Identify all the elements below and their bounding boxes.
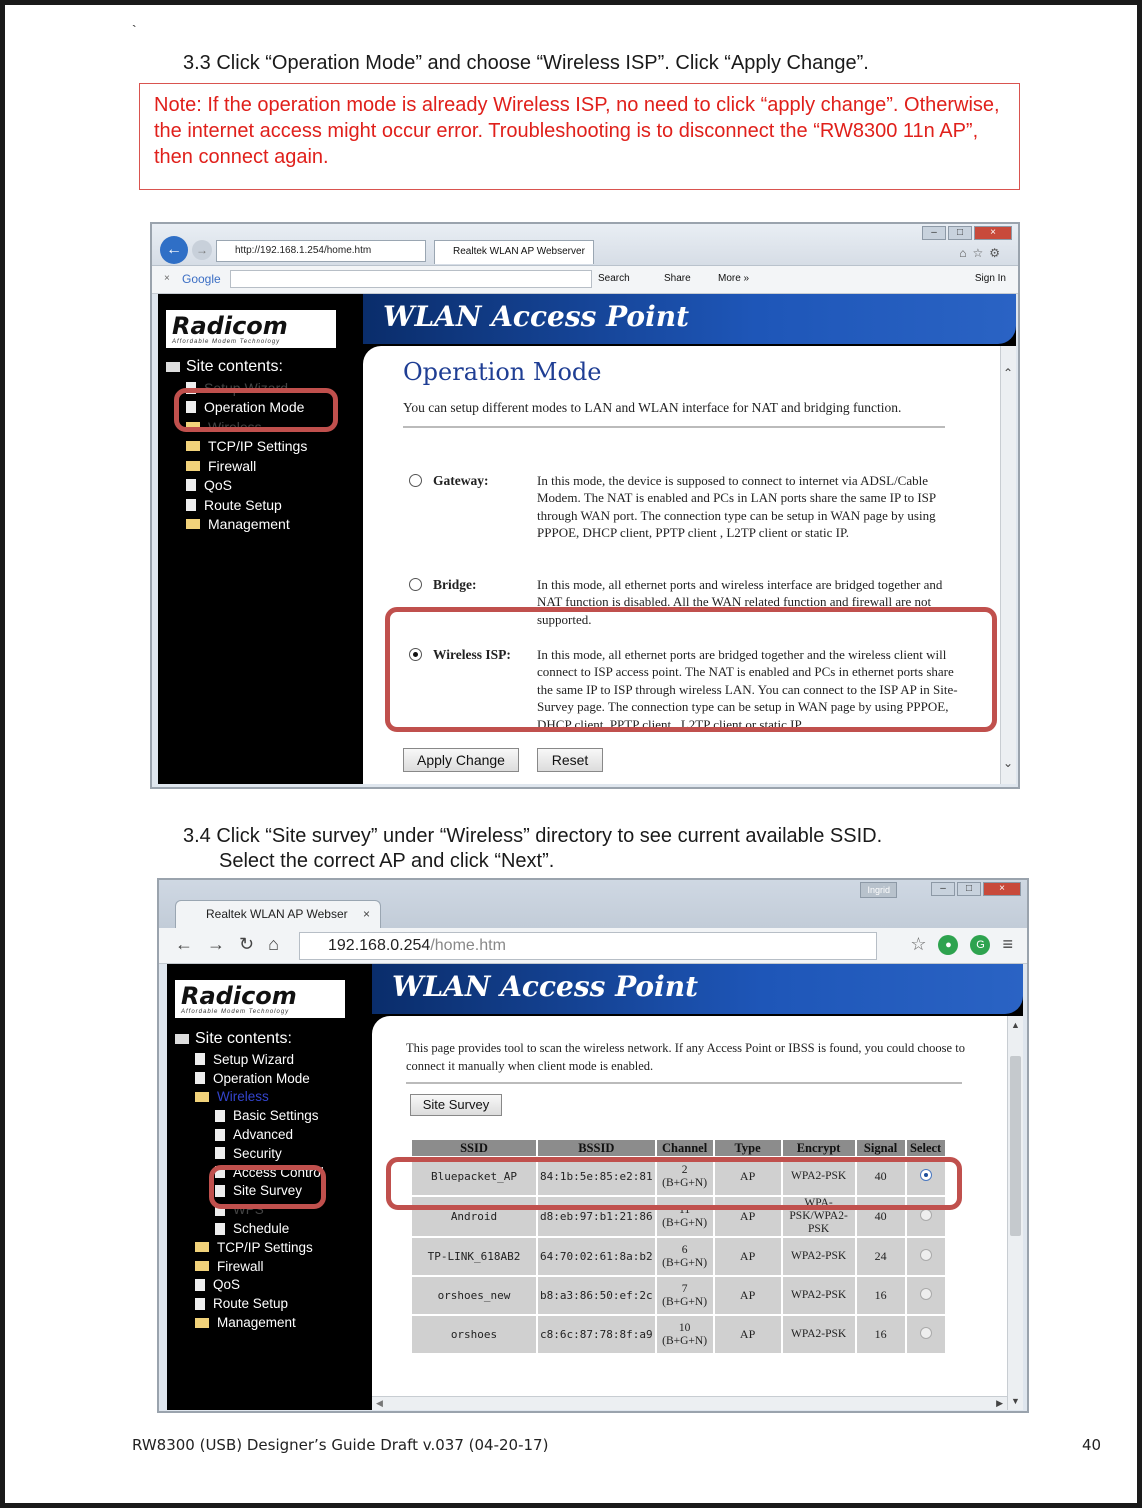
nav-buttons-icon[interactable]: ←→↻⌂ bbox=[175, 934, 293, 954]
type-cell: AP bbox=[714, 1315, 782, 1354]
tree-label: Basic Settings bbox=[233, 1108, 319, 1124]
tree-label: QoS bbox=[204, 477, 233, 494]
note-box bbox=[139, 83, 1020, 190]
tree-item-wireless[interactable] bbox=[166, 417, 307, 437]
step-3-3-instruction: 3.3 Click “Operation Mode” and choose “Wireless ISP”. Click “Apply Change”. bbox=[183, 52, 869, 74]
gateway-radio[interactable] bbox=[409, 474, 422, 487]
encrypt-cell: WPA2-PSK bbox=[782, 1157, 856, 1196]
radicom-logo bbox=[175, 980, 345, 1018]
operation-mode-panel bbox=[363, 346, 1016, 784]
sidebar bbox=[167, 964, 372, 1410]
folder-icon bbox=[195, 1242, 209, 1252]
back-arrow-icon[interactable]: ← bbox=[160, 236, 188, 264]
select-cell[interactable] bbox=[906, 1196, 946, 1237]
tree-label: Access Control bbox=[233, 1164, 324, 1180]
site-survey-button[interactable]: Site Survey bbox=[410, 1094, 502, 1116]
bssid-cell: b8:a3:86:50:ef:2c bbox=[537, 1276, 656, 1315]
logo-text: Radicom bbox=[181, 982, 297, 1010]
col-encrypt: Encrypt bbox=[782, 1139, 856, 1157]
select-radio[interactable] bbox=[920, 1169, 932, 1181]
channel-number: 7 bbox=[681, 1282, 688, 1295]
channel-cell bbox=[656, 1315, 714, 1354]
tree-item-route-setup[interactable] bbox=[166, 495, 307, 515]
select-radio[interactable] bbox=[920, 1249, 932, 1261]
table-header-row bbox=[411, 1139, 946, 1157]
document-icon bbox=[215, 1147, 225, 1159]
type-cell: AP bbox=[714, 1276, 782, 1315]
tab-title: Realtek WLAN AP Webser bbox=[206, 907, 348, 921]
site-survey-panel bbox=[372, 1016, 1023, 1410]
router-web-page bbox=[158, 294, 1016, 784]
folder-icon bbox=[195, 1261, 209, 1271]
ssid-cell: Android bbox=[411, 1196, 537, 1237]
channel-cell bbox=[656, 1196, 714, 1237]
document-icon bbox=[215, 1223, 225, 1235]
channel-cell bbox=[656, 1157, 714, 1196]
table-row[interactable] bbox=[411, 1237, 946, 1276]
site-survey-table bbox=[410, 1138, 947, 1355]
tree-label: QoS bbox=[213, 1277, 241, 1293]
col-bssid: BSSID bbox=[537, 1139, 656, 1157]
select-cell[interactable] bbox=[906, 1237, 946, 1276]
scroll-thumb[interactable] bbox=[1010, 1056, 1021, 1236]
window-controls bbox=[931, 882, 1021, 896]
forward-arrow-icon[interactable]: → bbox=[192, 240, 212, 260]
bridge-label: Bridge: bbox=[433, 577, 477, 592]
folder-icon bbox=[186, 519, 200, 529]
document-icon bbox=[215, 1110, 225, 1122]
tree-item-advanced[interactable] bbox=[175, 1125, 324, 1144]
scroll-left-icon[interactable]: ◀ bbox=[376, 1398, 383, 1408]
tree-item-security[interactable] bbox=[175, 1144, 324, 1163]
col-select: Select bbox=[906, 1139, 946, 1157]
tab-close-icon[interactable]: × bbox=[362, 907, 370, 921]
select-cell[interactable] bbox=[906, 1315, 946, 1354]
tree-root-icon bbox=[175, 1034, 189, 1044]
col-type: Type bbox=[714, 1139, 782, 1157]
browser-tab[interactable] bbox=[175, 900, 381, 928]
footer-page-number: 40 bbox=[1082, 1436, 1102, 1454]
sign-in-link[interactable]: Sign In bbox=[974, 273, 1006, 284]
type-cell: AP bbox=[714, 1196, 782, 1237]
divider bbox=[406, 1082, 962, 1084]
close-icon[interactable]: × bbox=[983, 882, 1021, 896]
document-icon bbox=[186, 479, 196, 491]
browser-tab[interactable]: Realtek WLAN AP Webserver bbox=[434, 240, 594, 264]
radicom-logo bbox=[166, 310, 336, 348]
google-toolbar bbox=[152, 266, 1018, 294]
url-path: /home.htm bbox=[430, 937, 506, 954]
close-toolbar-icon[interactable]: × bbox=[164, 273, 170, 284]
encrypt-cell: WPA2-PSK bbox=[782, 1276, 856, 1315]
select-radio[interactable] bbox=[920, 1327, 932, 1339]
banner-title: WLAN Access Point bbox=[392, 970, 699, 1003]
tree-label: TCP/IP Settings bbox=[208, 438, 308, 455]
address-bar[interactable]: http://192.168.1.254/home.htm bbox=[216, 240, 426, 262]
browser-toolbar bbox=[152, 224, 1018, 266]
bssid-cell: c8:6c:87:78:8f:a9 bbox=[537, 1315, 656, 1354]
logo-text: Radicom bbox=[172, 312, 288, 340]
signal-cell: 40 bbox=[856, 1196, 906, 1237]
channel-mode: (B+G+N) bbox=[662, 1216, 708, 1229]
signal-cell: 24 bbox=[856, 1237, 906, 1276]
tree-item-management[interactable] bbox=[166, 515, 307, 535]
select-radio[interactable] bbox=[920, 1288, 932, 1300]
bssid-cell: d8:eb:97:b1:21:86 bbox=[537, 1196, 656, 1237]
tree-item-schedule[interactable] bbox=[175, 1219, 324, 1238]
col-signal: Signal bbox=[856, 1139, 906, 1157]
table-row[interactable] bbox=[411, 1315, 946, 1354]
signal-cell: 40 bbox=[856, 1157, 906, 1196]
folder-open-icon bbox=[195, 1092, 209, 1102]
home-star-gear-icons[interactable]: ⌂☆⚙ bbox=[959, 246, 1006, 260]
wireless-isp-label: Wireless ISP: bbox=[433, 647, 511, 662]
tree-item-setup-wizard[interactable] bbox=[166, 378, 307, 398]
bridge-description: In this mode, all ethernet ports and wireless interface are bridged together and NAT function is disabled. All the WAN related function and firewall are not supported. bbox=[537, 577, 943, 627]
gateway-description: In this mode, the device is supposed to connect to internet via ADSL/Cable Modem. The NAT is enabled and PCs in LAN ports share the same IP to ISP through WAN port. The connection type can be setup in WAN page by using PPPOE, DHCP client, PPTP client , L2TP client or static IP. bbox=[537, 473, 936, 541]
scroll-up-icon[interactable]: ⌃ bbox=[1003, 366, 1014, 380]
table-row[interactable] bbox=[411, 1196, 946, 1237]
more-button[interactable]: More » bbox=[718, 273, 750, 284]
tree-label: WPS bbox=[233, 1202, 264, 1218]
channel-cell bbox=[656, 1237, 714, 1276]
folder-icon bbox=[186, 422, 200, 432]
tree-label: Wireless bbox=[208, 418, 262, 435]
profile-badge[interactable]: Ingrid bbox=[860, 882, 897, 898]
page-title: Operation Mode bbox=[403, 358, 602, 386]
channel-mode: (B+G+N) bbox=[662, 1295, 708, 1308]
select-cell[interactable] bbox=[906, 1276, 946, 1315]
google-search-input[interactable] bbox=[230, 270, 592, 288]
folder-icon bbox=[186, 461, 200, 471]
channel-mode: (B+G+N) bbox=[662, 1334, 708, 1347]
minimize-icon[interactable]: – bbox=[931, 882, 955, 896]
tree-item-wireless[interactable] bbox=[175, 1088, 324, 1107]
site-contents-header bbox=[175, 1030, 324, 1048]
sidebar bbox=[158, 294, 363, 784]
tree-label: Operation Mode bbox=[204, 399, 305, 416]
maximize-icon[interactable]: □ bbox=[948, 226, 972, 240]
signal-cell: 16 bbox=[856, 1315, 906, 1354]
select-radio[interactable] bbox=[920, 1209, 932, 1221]
channel-cell bbox=[656, 1276, 714, 1315]
bssid-cell: 64:70:02:61:8a:b2 bbox=[537, 1237, 656, 1276]
document-icon bbox=[186, 401, 196, 413]
document-icon bbox=[195, 1279, 205, 1291]
logo-tagline: Affordable Modem Technology bbox=[172, 339, 281, 345]
tree-label: TCP/IP Settings bbox=[217, 1239, 313, 1255]
document-icon bbox=[186, 499, 196, 511]
extension-g-icon[interactable]: G bbox=[970, 935, 990, 955]
site-tree bbox=[166, 358, 307, 534]
tree-item-route-setup[interactable] bbox=[175, 1294, 324, 1313]
table-body bbox=[411, 1157, 946, 1354]
document-icon bbox=[195, 1072, 205, 1084]
tree-label: Operation Mode bbox=[213, 1070, 310, 1086]
banner-title: WLAN Access Point bbox=[383, 300, 690, 333]
divider bbox=[403, 426, 945, 428]
address-bar[interactable] bbox=[299, 932, 877, 960]
router-web-page bbox=[167, 964, 1023, 1410]
tree-label: Site Survey bbox=[233, 1183, 303, 1199]
screenshot-site-survey bbox=[157, 878, 1029, 1413]
tree-label: Schedule bbox=[233, 1221, 290, 1237]
tree-item-basic-settings[interactable] bbox=[175, 1106, 324, 1125]
folder-icon bbox=[186, 441, 200, 451]
minimize-icon[interactable]: – bbox=[922, 226, 946, 240]
apply-change-button[interactable]: Apply Change bbox=[403, 748, 519, 772]
signal-cell: 16 bbox=[856, 1276, 906, 1315]
encrypt-cell: WPA2-PSK bbox=[782, 1315, 856, 1354]
document-icon bbox=[215, 1166, 225, 1178]
tree-item-qos[interactable] bbox=[166, 476, 307, 496]
tree-item-operation-mode[interactable] bbox=[175, 1069, 324, 1088]
page-description: This page provides tool to scan the wireless network. If any Access Point or IBSS is found, you could choose to connect it manually when client mode is enabled. bbox=[406, 1041, 965, 1073]
tree-item-tcpip[interactable] bbox=[175, 1238, 324, 1257]
extension-icon[interactable]: ● bbox=[938, 935, 958, 955]
ssid-cell: TP-LINK_618AB2 bbox=[411, 1237, 537, 1276]
gateway-label: Gateway: bbox=[433, 473, 489, 488]
tree-label: Firewall bbox=[217, 1258, 264, 1274]
tree-item-operation-mode[interactable] bbox=[166, 398, 307, 418]
tree-label: Security bbox=[233, 1145, 282, 1161]
horizontal-scrollbar[interactable] bbox=[372, 1396, 1007, 1410]
step-3-4-line1: 3.4 Click “Site survey” under “Wireless” directory to see current available SSID. bbox=[183, 825, 883, 847]
google-logo: Google bbox=[182, 272, 221, 286]
stray-mark: ` bbox=[132, 22, 137, 38]
folder-icon bbox=[195, 1318, 209, 1328]
tree-label: Route Setup bbox=[213, 1296, 289, 1312]
tree-label: Setup Wizard bbox=[204, 379, 289, 396]
site-contents-header bbox=[166, 358, 307, 376]
bookmark-star-icon[interactable]: ☆ bbox=[910, 934, 927, 954]
select-cell[interactable] bbox=[906, 1157, 946, 1196]
wireless-isp-radio[interactable] bbox=[409, 648, 422, 661]
tree-label: Advanced bbox=[233, 1127, 294, 1143]
tree-item-firewall[interactable] bbox=[166, 456, 307, 476]
vertical-scrollbar[interactable] bbox=[1007, 1016, 1023, 1410]
encrypt-cell: WPA2-PSK bbox=[782, 1237, 856, 1276]
document-icon bbox=[215, 1129, 225, 1141]
tree-item-site-survey[interactable] bbox=[175, 1182, 324, 1201]
channel-number: 10 bbox=[678, 1321, 691, 1334]
note-text: Note: If the operation mode is already Wireless ISP, no need to click “apply change”. Otherwise, the internet access might occur error. Troubleshooting is to disconnect the “RW8300 11n AP”, then connect again. bbox=[154, 94, 1000, 168]
document-icon bbox=[215, 1185, 225, 1197]
channel-number: 11 bbox=[679, 1203, 691, 1216]
site-contents-label: Site contents: bbox=[195, 1030, 292, 1047]
ssid-cell: Bluepacket_AP bbox=[411, 1157, 537, 1196]
wireless-isp-description: In this mode, all ethernet ports are bridged together and the wireless client will connect to ISP access point. The NAT is enabled and PCs in ethernet ports share the same IP to ISP through wireless LAN. You can connect to the ISP AP in Site-Survey page. The connection type can be setup in WAN page by using PPPOE, DHCP client, PPTP client , L2TP client or static IP. bbox=[537, 647, 958, 732]
scroll-up-icon[interactable]: ▲ bbox=[1011, 1020, 1020, 1030]
footer-doc-title: RW8300 (USB) Designer’s Guide Draft v.037 (04-20-17) bbox=[132, 1436, 549, 1454]
logo-tagline: Affordable Modem Technology bbox=[181, 1009, 290, 1015]
document-icon bbox=[195, 1298, 205, 1310]
ssid-cell: orshoes_new bbox=[411, 1276, 537, 1315]
channel-number: 6 bbox=[681, 1243, 688, 1256]
tree-label: Management bbox=[208, 516, 290, 533]
document-icon bbox=[215, 1204, 225, 1216]
header-banner bbox=[372, 964, 1023, 1014]
window-controls bbox=[922, 226, 1012, 240]
tree-label: Firewall bbox=[208, 457, 257, 474]
site-tree bbox=[175, 1030, 324, 1332]
document-icon bbox=[186, 382, 196, 394]
share-button[interactable]: Share bbox=[664, 273, 691, 284]
step-3-4-instruction bbox=[183, 824, 882, 874]
scroll-down-icon[interactable]: ⌄ bbox=[1003, 756, 1014, 770]
page-description: You can setup different modes to LAN and WLAN interface for NAT and bridging function. bbox=[403, 400, 902, 415]
tree-label: Management bbox=[217, 1315, 296, 1331]
type-cell: AP bbox=[714, 1237, 782, 1276]
tree-root-icon bbox=[166, 362, 180, 372]
table-row[interactable] bbox=[411, 1276, 946, 1315]
url-host: 192.168.0.254 bbox=[328, 937, 431, 954]
tree-label: Setup Wizard bbox=[213, 1051, 295, 1067]
channel-mode: (B+G+N) bbox=[662, 1176, 708, 1189]
reset-button[interactable]: Reset bbox=[537, 748, 603, 772]
tree-item-firewall[interactable] bbox=[175, 1257, 324, 1276]
channel-mode: (B+G+N) bbox=[662, 1256, 708, 1269]
table-row[interactable] bbox=[411, 1157, 946, 1196]
encrypt-cell: WPA-PSK/WPA2-PSK bbox=[782, 1196, 856, 1237]
tree-label: Wireless bbox=[217, 1089, 269, 1105]
col-ssid: SSID bbox=[411, 1139, 537, 1157]
scroll-down-icon[interactable]: ▼ bbox=[1011, 1396, 1020, 1406]
tree-item-setup-wizard[interactable] bbox=[175, 1050, 324, 1069]
vertical-scrollbar[interactable] bbox=[1000, 346, 1016, 784]
bssid-cell: 84:1b:5e:85:e2:81 bbox=[537, 1157, 656, 1196]
chrome-tabstrip bbox=[159, 880, 1027, 928]
maximize-icon[interactable]: □ bbox=[957, 882, 981, 896]
type-cell: AP bbox=[714, 1157, 782, 1196]
step-3-4-line2: Select the correct AP and click “Next”. bbox=[219, 850, 555, 872]
tree-item-wps[interactable] bbox=[175, 1200, 324, 1219]
tree-item-qos[interactable] bbox=[175, 1276, 324, 1295]
document-icon bbox=[195, 1053, 205, 1065]
close-icon[interactable]: × bbox=[974, 226, 1012, 240]
toolbar-right bbox=[910, 934, 1013, 955]
tree-item-management[interactable] bbox=[175, 1313, 324, 1332]
tree-label: Route Setup bbox=[204, 496, 282, 513]
channel-number: 2 bbox=[681, 1163, 688, 1176]
ssid-cell: orshoes bbox=[411, 1315, 537, 1354]
header-banner bbox=[363, 294, 1016, 344]
chrome-toolbar bbox=[159, 928, 1027, 964]
search-button[interactable]: Search bbox=[598, 273, 630, 284]
tree-item-access-control[interactable] bbox=[175, 1163, 324, 1182]
tree-item-tcpip[interactable] bbox=[166, 437, 307, 457]
scroll-right-icon[interactable]: ▶ bbox=[996, 1398, 1003, 1408]
site-contents-label: Site contents: bbox=[186, 358, 283, 375]
col-channel: Channel bbox=[656, 1139, 714, 1157]
screenshot-operation-mode bbox=[150, 222, 1020, 789]
bridge-radio[interactable] bbox=[409, 578, 422, 591]
menu-icon[interactable]: ≡ bbox=[1002, 934, 1013, 954]
